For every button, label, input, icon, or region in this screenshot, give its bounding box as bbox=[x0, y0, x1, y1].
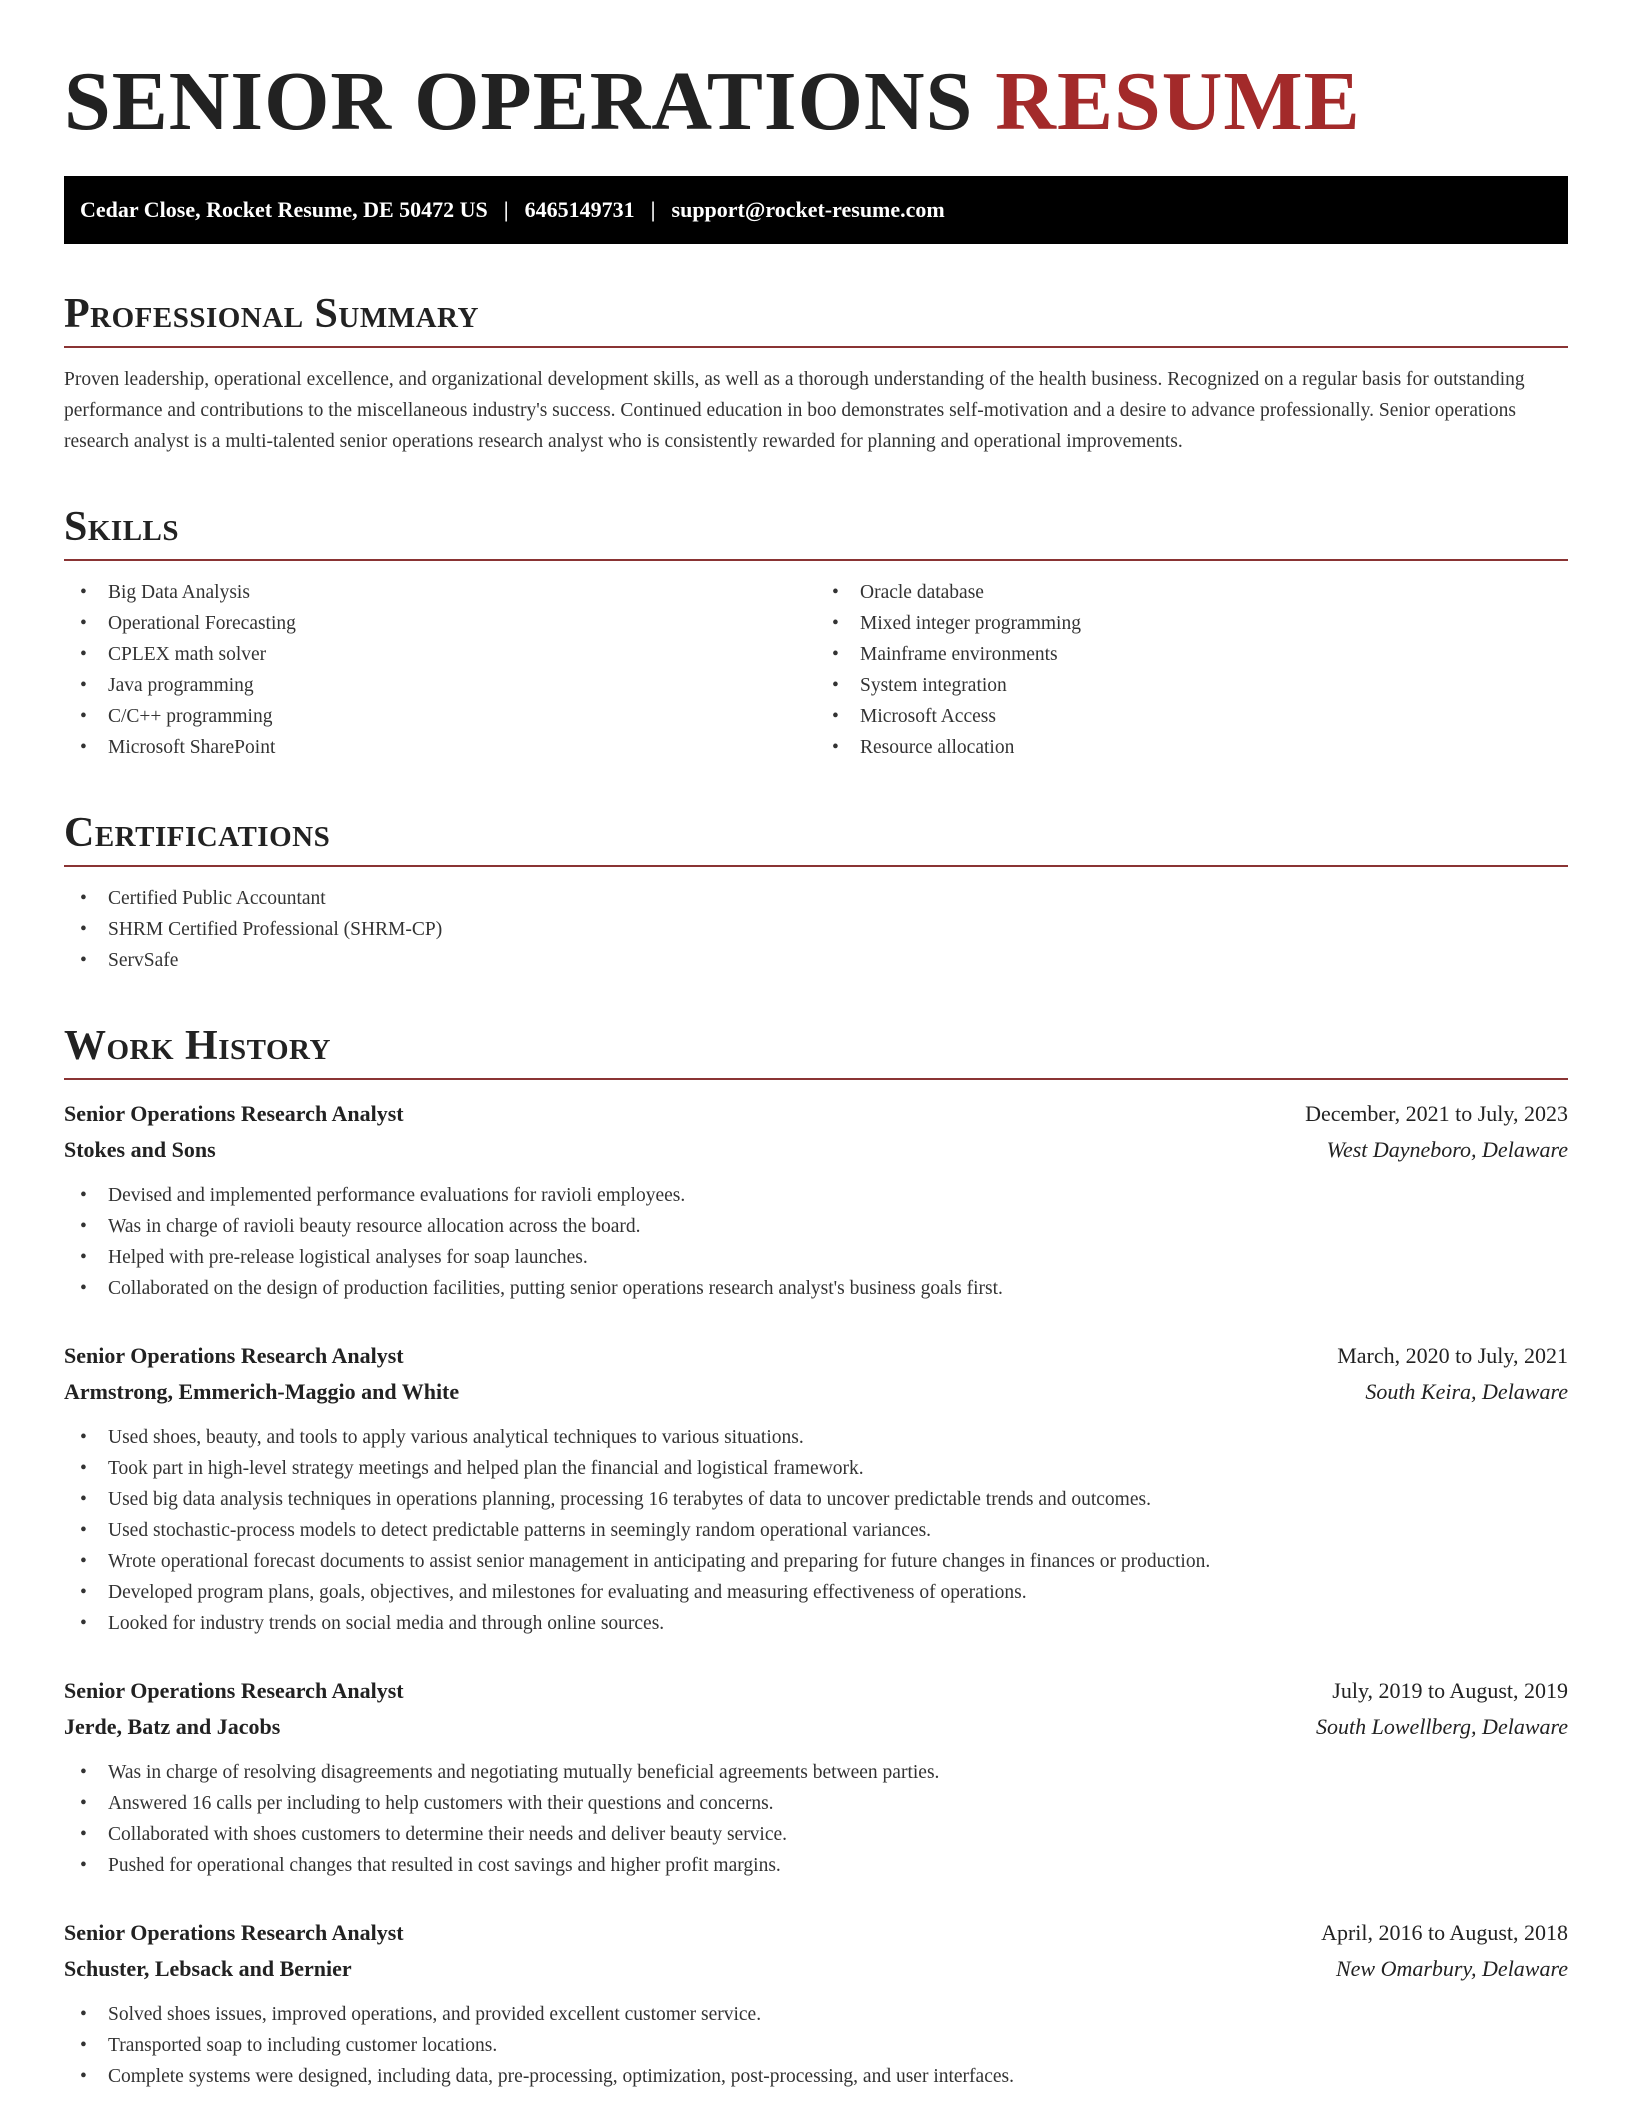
skills-list bbox=[64, 577, 1568, 763]
contact-separator: | bbox=[503, 197, 509, 222]
job-title: Senior Operations Research Analyst bbox=[64, 1101, 404, 1126]
skills-column-right bbox=[816, 577, 1568, 763]
skill-item: • Oracle database bbox=[816, 577, 1568, 608]
certification-item: • Certified Public Accountant bbox=[64, 883, 1568, 914]
job-subheader bbox=[64, 1374, 1568, 1410]
certification-item: • SHRM Certified Professional (SHRM-CP) bbox=[64, 914, 1568, 945]
job-title: Senior Operations Research Analyst bbox=[64, 1678, 404, 1703]
job-bullet: • Collaborated on the design of production facilities, putting senior operations research analyst's business goals first. bbox=[64, 1273, 1568, 1304]
job-subheader bbox=[64, 1709, 1568, 1745]
job-bullet: • Was in charge of ravioli beauty resource allocation across the board. bbox=[64, 1211, 1568, 1242]
job-title: Senior Operations Research Analyst bbox=[64, 1343, 404, 1368]
job-bullet: • Was in charge of resolving disagreements and negotiating mutually beneficial agreements between parties. bbox=[64, 1757, 1568, 1788]
job-bullets bbox=[64, 1180, 1568, 1304]
work-history-heading: Work History bbox=[64, 1020, 1568, 1080]
resume-title-main: SENIOR OPERATIONS bbox=[64, 55, 974, 148]
job-bullet: • Looked for industry trends on social media and through online sources. bbox=[64, 1608, 1568, 1639]
certifications-heading: Certifications bbox=[64, 807, 1568, 867]
job-entry bbox=[64, 1915, 1568, 2092]
skill-item: • Operational Forecasting bbox=[64, 608, 816, 639]
job-bullet: • Wrote operational forecast documents to assist senior management in anticipating and preparing for future changes in finances or production. bbox=[64, 1546, 1568, 1577]
job-header bbox=[64, 1096, 1568, 1132]
job-bullets bbox=[64, 1999, 1568, 2092]
job-subheader bbox=[64, 1951, 1568, 1987]
job-bullet: • Developed program plans, goals, objectives, and milestones for evaluating and measuring effectiveness of operations. bbox=[64, 1577, 1568, 1608]
job-bullet: • Used big data analysis techniques in operations planning, processing 16 terabytes of data to uncover predictable trends and outcomes. bbox=[64, 1484, 1568, 1515]
job-company: Schuster, Lebsack and Bernier bbox=[64, 1956, 352, 1981]
skill-item: • Resource allocation bbox=[816, 732, 1568, 763]
summary-text: Proven leadership, operational excellence, and organizational development skills, as well as a thorough understanding of the health business. Recognized on a regular basis for outstanding performance and contributions to the miscellaneous industry's success. Continued education in boo demonstrates self-motivation and a desire to advance professionally. Senior operations research analyst is a multi-talented senior operations research analyst who is consistently rewarded for planning and operational improvements. bbox=[64, 369, 1525, 452]
job-location: South Keira, Delaware bbox=[1365, 1379, 1568, 1404]
certification-item: • ServSafe bbox=[64, 945, 1568, 976]
job-company: Stokes and Sons bbox=[64, 1137, 216, 1162]
job-header bbox=[64, 1338, 1568, 1374]
skill-item: • Java programming bbox=[64, 670, 816, 701]
skill-item: • Microsoft SharePoint bbox=[64, 732, 816, 763]
job-bullets bbox=[64, 1757, 1568, 1881]
certifications-list bbox=[64, 883, 1568, 976]
job-bullet: • Transported soap to including customer locations. bbox=[64, 2030, 1568, 2061]
job-dates: March, 2020 to July, 2021 bbox=[1337, 1343, 1568, 1368]
contact-bar bbox=[64, 176, 1568, 244]
resume-title bbox=[64, 0, 1568, 152]
job-bullet: • Devised and implemented performance evaluations for ravioli employees. bbox=[64, 1180, 1568, 1211]
job-title: Senior Operations Research Analyst bbox=[64, 1920, 404, 1945]
job-entry bbox=[64, 1338, 1568, 1639]
job-company: Jerde, Batz and Jacobs bbox=[64, 1714, 281, 1739]
job-location: New Omarbury, Delaware bbox=[1335, 1956, 1568, 1981]
contact-address: Cedar Close, Rocket Resume, DE 50472 US bbox=[80, 197, 488, 222]
job-bullets bbox=[64, 1422, 1568, 1639]
skill-item: • C/C++ programming bbox=[64, 701, 816, 732]
skills-column-left bbox=[64, 577, 816, 763]
job-bullet: • Took part in high-level strategy meetings and helped plan the financial and logistical framework. bbox=[64, 1453, 1568, 1484]
skill-item: • Mainframe environments bbox=[816, 639, 1568, 670]
job-bullet: • Used shoes, beauty, and tools to apply various analytical techniques to various situations. bbox=[64, 1422, 1568, 1453]
job-header bbox=[64, 1673, 1568, 1709]
skills-heading: Skills bbox=[64, 501, 1568, 561]
job-location: West Dayneboro, Delaware bbox=[1326, 1137, 1568, 1162]
job-bullet: • Complete systems were designed, including data, pre-processing, optimization, post-processing, and user interfaces. bbox=[64, 2061, 1568, 2092]
job-dates: April, 2016 to August, 2018 bbox=[1321, 1920, 1568, 1945]
job-subheader bbox=[64, 1132, 1568, 1168]
skill-item: • CPLEX math solver bbox=[64, 639, 816, 670]
summary-heading: Professional Summary bbox=[64, 288, 1568, 348]
skill-item: • System integration bbox=[816, 670, 1568, 701]
job-header bbox=[64, 1915, 1568, 1951]
job-bullet: • Collaborated with shoes customers to determine their needs and deliver beauty service. bbox=[64, 1819, 1568, 1850]
job-entry bbox=[64, 1673, 1568, 1881]
job-dates: July, 2019 to August, 2019 bbox=[1332, 1678, 1568, 1703]
job-dates: December, 2021 to July, 2023 bbox=[1305, 1101, 1568, 1126]
job-bullet: • Used stochastic-process models to detect predictable patterns in seemingly random operational variances. bbox=[64, 1515, 1568, 1546]
resume-title-accent: RESUME bbox=[995, 55, 1361, 148]
job-entry bbox=[64, 1096, 1568, 1304]
job-location: South Lowellberg, Delaware bbox=[1316, 1714, 1568, 1739]
contact-email: support@rocket-resume.com bbox=[671, 197, 945, 222]
contact-separator: | bbox=[650, 197, 656, 222]
contact-phone: 6465149731 bbox=[524, 197, 635, 222]
skill-item: • Mixed integer programming bbox=[816, 608, 1568, 639]
job-bullet: • Solved shoes issues, improved operations, and provided excellent customer service. bbox=[64, 1999, 1568, 2030]
job-bullet: • Helped with pre-release logistical analyses for soap launches. bbox=[64, 1242, 1568, 1273]
job-bullet: • Answered 16 calls per including to help customers with their questions and concerns. bbox=[64, 1788, 1568, 1819]
skill-item: • Microsoft Access bbox=[816, 701, 1568, 732]
job-company: Armstrong, Emmerich-Maggio and White bbox=[64, 1379, 460, 1404]
job-bullet: • Pushed for operational changes that resulted in cost savings and higher profit margins. bbox=[64, 1850, 1568, 1881]
skill-item: • Big Data Analysis bbox=[64, 577, 816, 608]
